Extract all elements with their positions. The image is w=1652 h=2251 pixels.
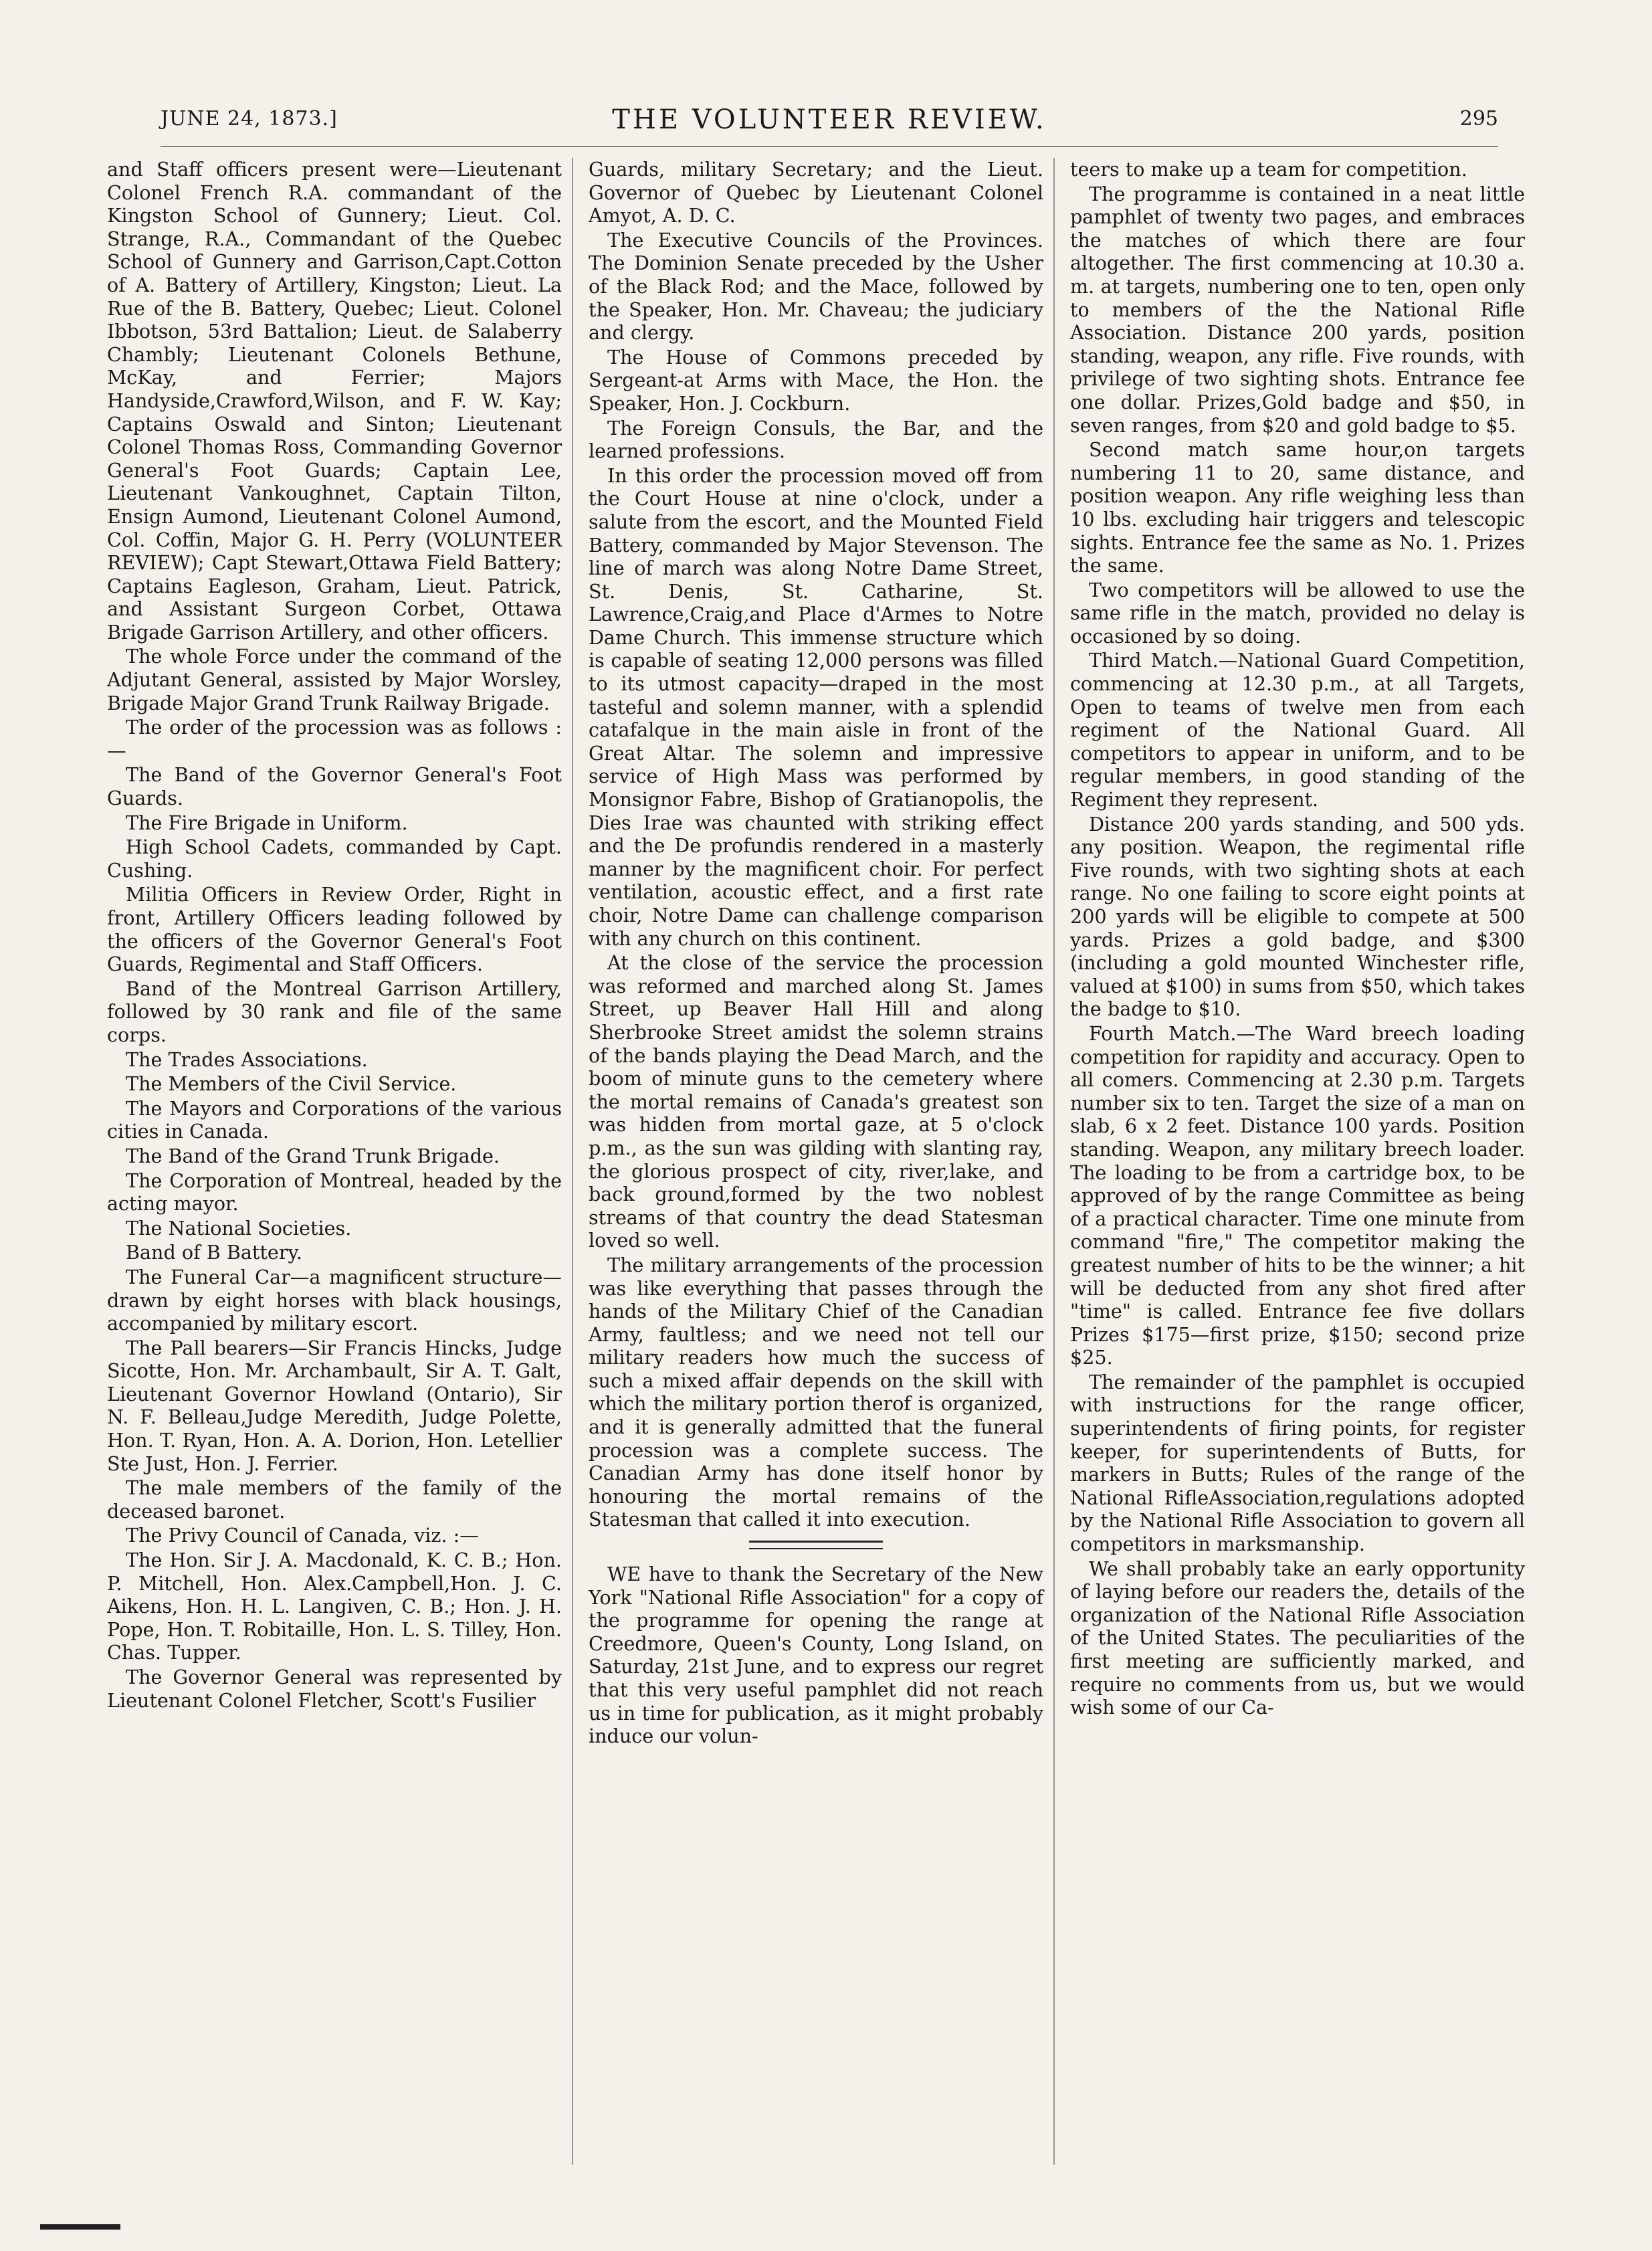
- paragraph: The Band of the Governor General's Foot Guards.: [107, 763, 562, 810]
- column-1: [107, 158, 562, 1713]
- paragraph: The male members of the family of the deceased baronet.: [107, 1476, 562, 1523]
- paragraph: The House of Commons preceded by Sergeant-at Arms with Mace, the Hon. the Speaker, Hon. J. Cockburn.: [589, 345, 1043, 415]
- paragraph: The Corporation of Montreal, headed by the acting mayor.: [107, 1169, 562, 1215]
- paragraph: Band of B Battery.: [126, 1241, 302, 1264]
- paragraph: The Governor General was represented by Lieutenant Colonel Fletcher, Scott's Fusilier: [107, 1666, 562, 1712]
- paragraph: The Members of the Civil Service.: [126, 1072, 457, 1096]
- paragraph: Militia Officers in Review Order, Right in front, Artillery Officers leading followed by the officers of the Governor General's Foot Guards, Regimental and Staff Officers.: [107, 883, 562, 976]
- paragraph: Distance 200 yards standing, and 500 yds. any position. Weapon, the regimental rifle Five rounds, with two sighting shots at each range. No one failing to score eight points at 200 yards will be eligible to compete at 500 yards. Prizes a gold badge, and $300 (including a gold mounted Winchester rifle, valued at $100) in sums from $50, which takes the badge to $10.: [1070, 812, 1525, 1021]
- printer-mark: [40, 2224, 120, 2230]
- paragraph: Third Match.—National Guard Competition, commencing at 12.30 p.m., at all Targets, Open to teams of twelve men from each regiment of the National Guard. All competitors to appear in uniform, and to be regular members, in good standing of the Regiment they represent.: [1070, 649, 1525, 811]
- paragraph: The programme is contained in a neat little pamphlet of twenty two pages, and embraces the matches of which there are four altogether. The first commencing at 10.30 a. m. at targets, numbering one to ten, open only to members of the the National Rifle Association. Distance 200 yards, position standing, weapon, any rifle. Five rounds, with privilege of two sighting shots. Entrance fee one dollar. Prizes,Gold badge and $50, in seven ranges, from $20 and gold badge to $5.: [1070, 182, 1525, 437]
- article-separator: [749, 1541, 883, 1549]
- paragraph: The order of the procession was as follows :—: [107, 716, 562, 762]
- paragraph: The Executive Councils of the Provinces. The Dominion Senate preceded by the Usher of the Black Rod; and the Mace, followed by the Speaker, Hon. Mr. Chaveau; the judiciary and clergy.: [589, 228, 1043, 345]
- paragraph: The Funeral Car—a magnificent structure—drawn by eight horses with black housings, accompanied by military escort.: [107, 1265, 562, 1335]
- paragraph: The whole Force under the command of the Adjutant General, assisted by Major Worsley, Brigade Major Grand Trunk Railway Brigade.: [107, 645, 562, 714]
- header-rule: [161, 146, 1498, 147]
- column-2: [589, 158, 1043, 1749]
- paragraph: The Pall bearers—Sir Francis Hincks, Judge Sicotte, Hon. Mr. Archambault, Sir A. T. Galt, Lieutenant Governor Howland (Ontario), Sir N. F. Belleau,Judge Meredith, Judge Polette, Hon. T. Ryan, Hon. A. A. Dorion, Hon. Letellier Ste Just, Hon. J. Ferrier.: [107, 1336, 562, 1475]
- paragraph: Band of the Montreal Garrison Artillery, followed by 30 rank and file of the same corps.: [107, 977, 562, 1046]
- paragraph: In this order the procession moved off from the Court House at nine o'clock, under a salute from the escort, and the Mounted Field Battery, commanded by Major Stevenson. The line of march was along Notre Dame Street, St. Denis, St. Catharine, St. Lawrence,Craig,and Place d'Armes to Notre Dame Church. This immense structure which is capable of seating 12,000 persons was filled to its utmost capacity—draped in the most tasteful and solemn manner, with a splendid catafalque in the main aisle in front of the Great Altar. The solemn and impressive service of High Mass was performed by Monsignor Fabre, Bishop of Gratianopolis, the Dies Irae was chaunted with striking effect and the De profundis rendered in a masterly manner by the magnificent choir. For perfect ventilation, acoustic effect, and a first rate choir, Notre Dame can challenge comparison with any church on this continent.: [589, 464, 1043, 950]
- paragraph: Two competitors will be allowed to use the same rifle in the match, provided no delay is occasioned by so doing.: [1070, 578, 1525, 648]
- paragraph: The Trades Associations.: [126, 1048, 368, 1071]
- paragraph: WE have to thank the Secretary of the New York "National Rifle Association" for a copy of the programme for opening the range at Creedmore, Queen's County, Long Island, on Saturday, 21st June, and to express our regret that this very useful pamphlet did not reach us in time for publication, as it might probably induce our volun-: [589, 1563, 1043, 1748]
- paragraph: The Fire Brigade in Uniform.: [126, 811, 408, 834]
- paragraph: The Hon. Sir J. A. Macdonald, K. C. B.; Hon. P. Mitchell, Hon. Alex.Campbell,Hon. J. C. Aikens, Hon. H. L. Langiven, C. B.; Hon. J. H. Pope, Hon. T. Robitaille, Hon. L. S. Tilley, Hon. Chas. Tupper.: [107, 1549, 562, 1664]
- paragraph: At the close of the service the procession was reformed and marched along St. James Street, up Beaver Hall Hill and along Sherbrooke Street amidst the solemn strains of the bands playing the Dead March, and the boom of minute guns to the cemetery where the mortal remains of Canada's greatest son was hidden from mortal gaze, at 5 o'clock p.m., as the sun was gilding with slanting ray, the glorious prospect of city, river,lake, and back ground,formed by the two noblest streams of that country the dead Statesman loved so well.: [589, 951, 1043, 1252]
- paragraph: Guards, military Secretary; and the Lieut. Governor of Quebec by Lieutenant Colonel Amyot, A. D. C.: [589, 158, 1043, 227]
- paragraph: The Privy Council of Canada, viz. :—: [126, 1524, 479, 1547]
- paragraph: The National Societies.: [126, 1216, 352, 1240]
- newspaper-title: THE VOLUNTEER REVIEW.: [612, 104, 1047, 135]
- paragraph: teers to make up a team for competition.: [1070, 158, 1467, 181]
- paragraph: The Mayors and Corporations of the various cities in Canada.: [107, 1096, 562, 1143]
- paragraph: and Staff officers present were—Lieutenant Colonel French R.A. commandant of the Kingston School of Gunnery; Lieut. Col. Strange, R.A., Commandant of the Quebec School of Gunnery and Garrison,Capt.Cotton of A. Battery of Artillery, Kingston; Lieut. La Rue of the B. Battery, Quebec; Lieut. Colonel Ibbotson, 53rd Battalion; Lieut. de Salaberry Chambly; Lieutenant Colonels Bethune, McKay, and Ferrier; Majors Handyside,Crawford,Wilson, and F. W. Kay; Captains Oswald and Sinton; Lieutenant Colonel Thomas Ross, Commanding Governor General's Foot Guards; Captain Lee, Lieutenant Vankoughnet, Captain Tilton, Ensign Aumond, Lieutenant Colonel Aumond, Col. Coffin, Major G. H. Perry (VOLUNTEER REVIEW); Capt Stewart,Ottawa Field Battery; Captains Eagleson, Graham, Lieut. Patrick, and Assistant Surgeon Corbet, Ottawa Brigade Garrison Artillery, and other officers.: [107, 158, 562, 644]
- issue-date: JUNE 24, 1873.]: [161, 107, 338, 130]
- column-rule-right: [1053, 158, 1055, 2165]
- column-rule-left: [572, 158, 573, 2165]
- paragraph: The Band of the Grand Trunk Brigade.: [126, 1144, 500, 1167]
- paragraph: The remainder of the pamphlet is occupied with instructions for the range officer, superintendents of firing points, for register keeper, for superintendents of Butts, for markers in Butts; Rules of the range of the National RifleAssociation,regulations adopted by the National Rifle Association to govern all competitors in marksmanship.: [1070, 1370, 1525, 1556]
- column-3: [1070, 158, 1525, 1721]
- paragraph: Fourth Match.—The Ward breech loading competition for rapidity and accuracy. Open to all comers. Commencing at 2.30 p.m. Targets number six to ten. Target the size of a man on slab, 6 x 2 feet. Distance 100 yards. Position standing. Weapon, any military breech loader. The loading to be from a cartridge box, to be approved of by the range Committee as being of a practical character. Time one minute from command "fire," The competitor making the greatest number of hits to be the winner; a hit will be deducted from any shot fired after "time" is called. Entrance fee five dollars Prizes $175—first prize, $150; second prize $25.: [1070, 1021, 1525, 1369]
- paragraph: The military arrangements of the procession was like everything that passes through the hands of the Military Chief of the Canadian Army, faultless; and we need not tell our military readers how much the success of such a mixed affair depends on the skill with which the military portion therof is organized, and it is generally admitted that the funeral procession was a complete success. The Canadian Army has done itself honor by honouring the mortal remains of the Statesman that called it into execution.: [589, 1253, 1043, 1531]
- page-header: [161, 100, 1498, 147]
- page-number: 295: [1459, 107, 1498, 130]
- paragraph: We shall probably take an early opportunity of laying before our readers the, details of the organization of the National Rifle Association of the United States. The peculiarities of the first meeting are sufficiently marked, and require no comments from us, but we would wish some of our Ca-: [1070, 1557, 1525, 1719]
- paragraph: Second match same hour,on targets numbering 11 to 20, same distance, and position weapon. Any rifle weighing less than 10 lbs. excluding hair triggers and telescopic sights. Entrance fee the same as No. 1. Prizes the same.: [1070, 438, 1525, 577]
- paragraph: High School Cadets, commanded by Capt. Cushing.: [107, 836, 562, 882]
- paragraph: The Foreign Consuls, the Bar, and the learned professions.: [589, 416, 1043, 463]
